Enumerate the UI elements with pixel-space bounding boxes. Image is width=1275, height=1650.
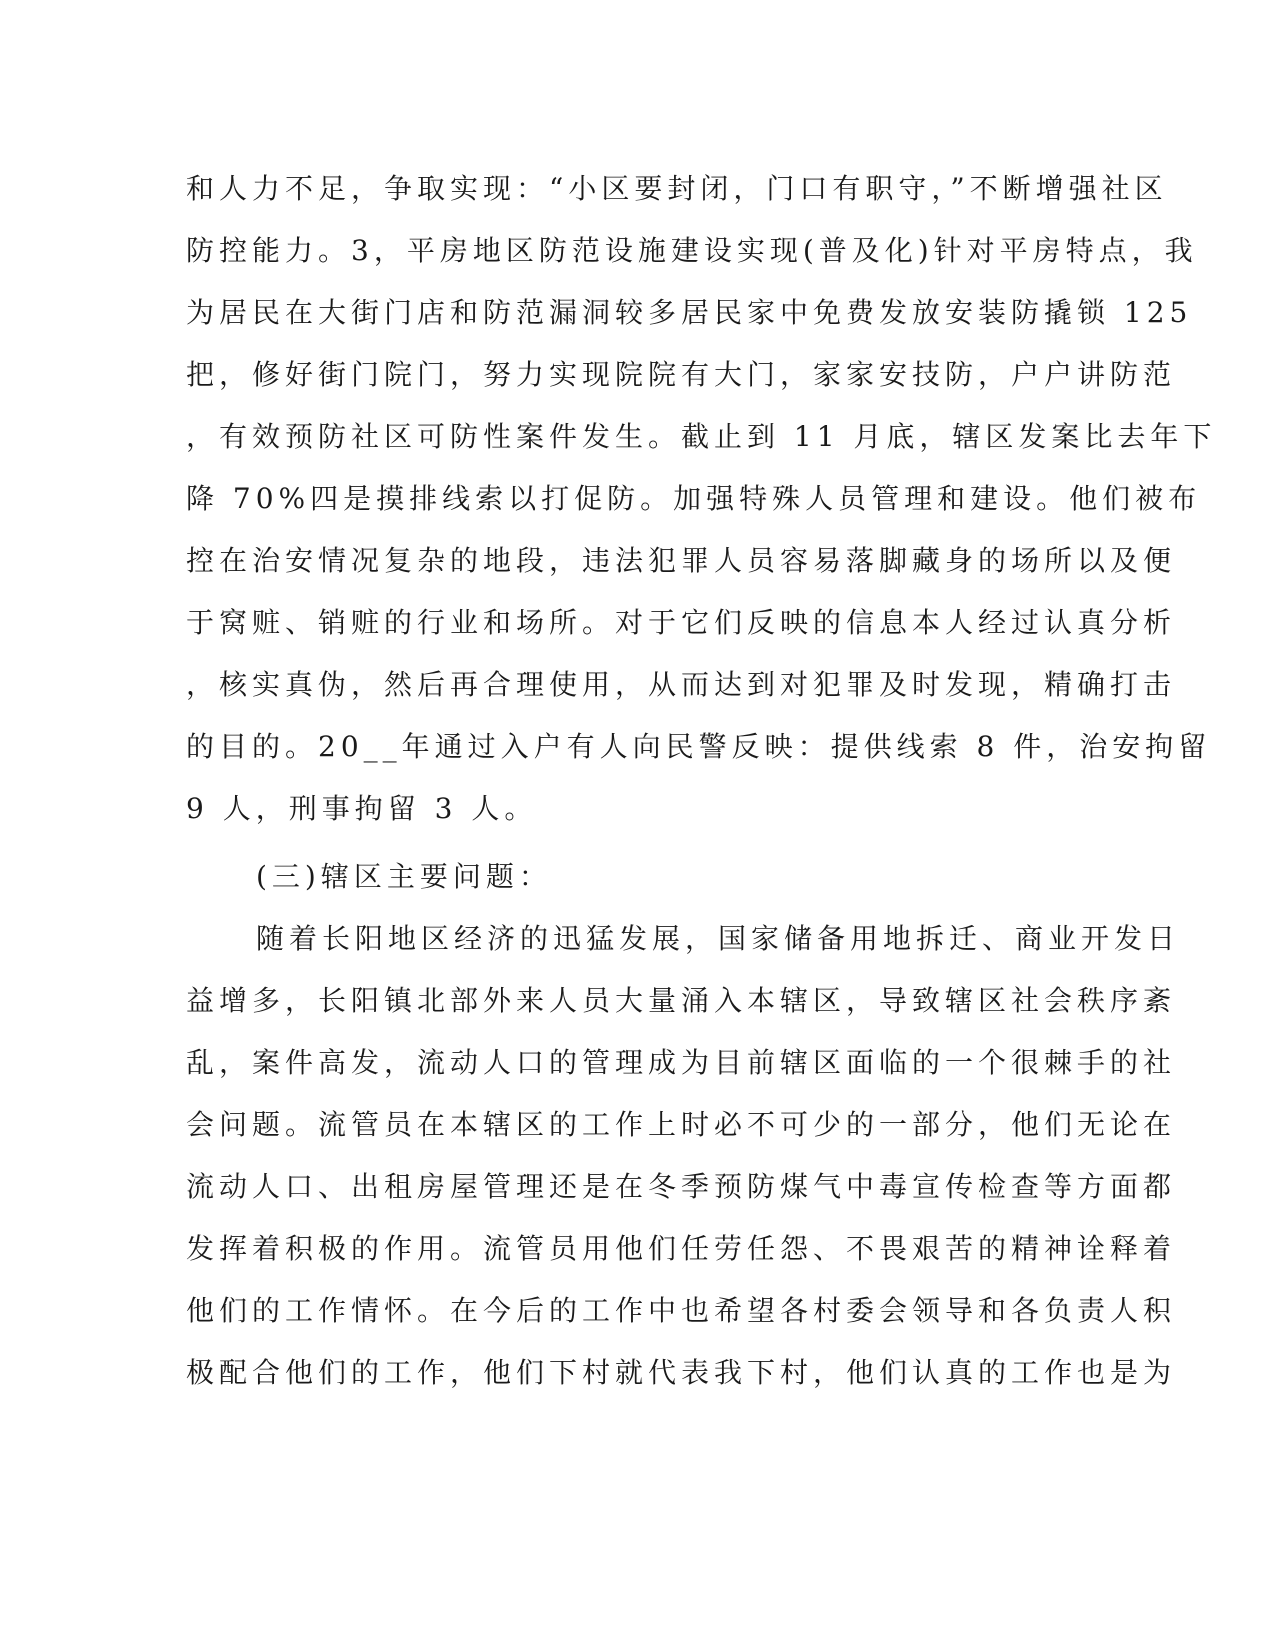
text-line: 会问题。流管员在本辖区的工作上时必不可少的一部分，他们无论在 xyxy=(186,1108,1177,1141)
text-line: 的目的。20__年通过入户有人向民警反映：提供线索 8 件，治安拘留 xyxy=(186,730,1212,763)
text-line: 防控能力。3，平房地区防范设施建设实现(普及化)针对平房特点，我 xyxy=(186,234,1198,267)
paragraph-1 xyxy=(186,158,1217,840)
text-line: 发挥着积极的作用。流管员用他们任劳任怨、不畏艰苦的精神诠释着 xyxy=(186,1232,1177,1265)
section-3 xyxy=(186,846,1181,1404)
text-line: 益增多，长阳镇北部外来人员大量涌入本辖区，导致辖区社会秩序紊 xyxy=(186,984,1177,1017)
text-line: ，有效预防社区可防性案件发生。截止到 11 月底，辖区发案比去年下 xyxy=(186,420,1217,453)
text-line: 控在治安情况复杂的地段，违法犯罪人员容易落脚藏身的场所以及便 xyxy=(186,544,1177,577)
section-heading: (三)辖区主要问题： xyxy=(256,860,552,893)
text-line: ，核实真伪，然后再合理使用，从而达到对犯罪及时发现，精确打击 xyxy=(186,668,1177,701)
text-line: 流动人口、出租房屋管理还是在冬季预防煤气中毒宣传检查等方面都 xyxy=(186,1170,1177,1203)
text-line: 和人力不足，争取实现：“小区要封闭，门口有职守，”不断增强社区 xyxy=(186,172,1168,205)
text-line: 极配合他们的工作，他们下村就代表我下村，他们认真的工作也是为 xyxy=(186,1356,1177,1389)
text-line: 9 人，刑事拘留 3 人。 xyxy=(186,792,538,825)
text-line: 降 70%四是摸排线索以打促防。加强特殊人员管理和建设。他们被布 xyxy=(186,482,1202,515)
text-line: 于窝赃、销赃的行业和场所。对于它们反映的信息本人经过认真分析 xyxy=(186,606,1177,639)
text-line: 他们的工作情怀。在今后的工作中也希望各村委会领导和各负责人积 xyxy=(186,1294,1177,1327)
text-line: 把，修好街门院门，努力实现院院有大门，家家安技防，户户讲防范 xyxy=(186,358,1177,391)
text-line: 随着长阳地区经济的迅猛发展，国家储备用地拆迁、商业开发日 xyxy=(256,922,1181,955)
text-line: 为居民在大街门店和防范漏洞较多居民家中免费发放安装防撬锁 125 xyxy=(186,296,1193,329)
text-line: 乱，案件高发，流动人口的管理成为目前辖区面临的一个很棘手的社 xyxy=(186,1046,1177,1079)
